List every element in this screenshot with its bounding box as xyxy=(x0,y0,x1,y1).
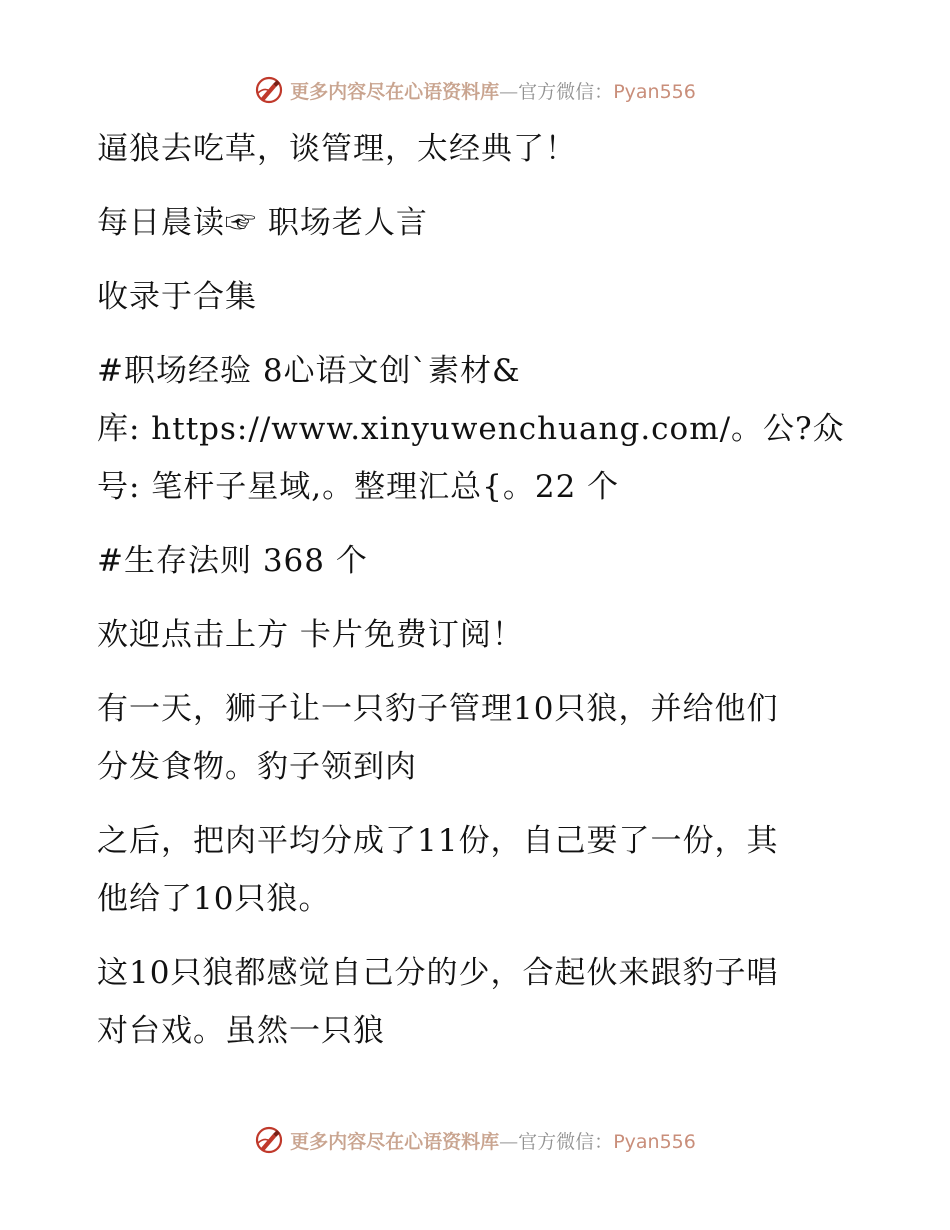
doc-paragraph-2-line-2: 他给了10只狼。 xyxy=(97,881,331,917)
watermark-wechat-id: Pyan556 xyxy=(613,1130,696,1153)
doc-paragraph-1-line-1: 有一天，狮子让一只豹子管理10只狼，并给他们 xyxy=(97,691,779,727)
document-body xyxy=(97,120,857,1060)
watermark-main: 更多内容尽在心语资料库 xyxy=(290,80,500,103)
doc-paragraph-3-line-1: 这10只狼都感觉自己分的少，合起伙来跟豹子唱 xyxy=(97,955,779,991)
pen-logo-icon xyxy=(254,1125,284,1155)
watermark-text xyxy=(290,77,696,104)
watermark-official: 官方微信： xyxy=(518,1130,614,1153)
doc-paragraph-2-line-1: 之后，把肉平均分成了11份，自己要了一份，其 xyxy=(97,823,779,859)
watermark-wechat-id: Pyan556 xyxy=(613,80,696,103)
watermark-dash: — xyxy=(499,80,519,103)
doc-line-author: 每日晨读☞ 职场老人言 xyxy=(97,205,428,241)
watermark-official: 官方微信： xyxy=(518,80,614,103)
watermark-main: 更多内容尽在心语资料库 xyxy=(290,1130,500,1153)
doc-line-collection: 收录于合集 xyxy=(97,279,257,315)
doc-line-tag-2: #生存法则 368 个 xyxy=(97,543,368,579)
pen-logo-icon xyxy=(254,75,284,105)
watermark-footer xyxy=(0,1120,950,1160)
watermark-header xyxy=(0,70,950,110)
doc-paragraph-3-line-2: 对台戏。虽然一只狼 xyxy=(97,1013,385,1049)
watermark-text xyxy=(290,1127,696,1154)
doc-title: 逼狼去吃草，谈管理，太经典了！ xyxy=(97,131,577,167)
doc-line-subscribe: 欢迎点击上方 卡片免费订阅！ xyxy=(97,617,524,653)
doc-line-account: 号: 笔杆子星域,。整理汇总{。22 个 xyxy=(97,469,620,505)
watermark-dash: — xyxy=(499,1130,519,1153)
doc-line-tag-1: #职场经验 8心语文创`素材& xyxy=(97,353,521,389)
doc-paragraph-1-line-2: 分发食物。豹子领到肉 xyxy=(97,749,417,785)
doc-line-url: 库: https://www.xinyuwenchuang.com/。公?众 xyxy=(97,411,845,447)
